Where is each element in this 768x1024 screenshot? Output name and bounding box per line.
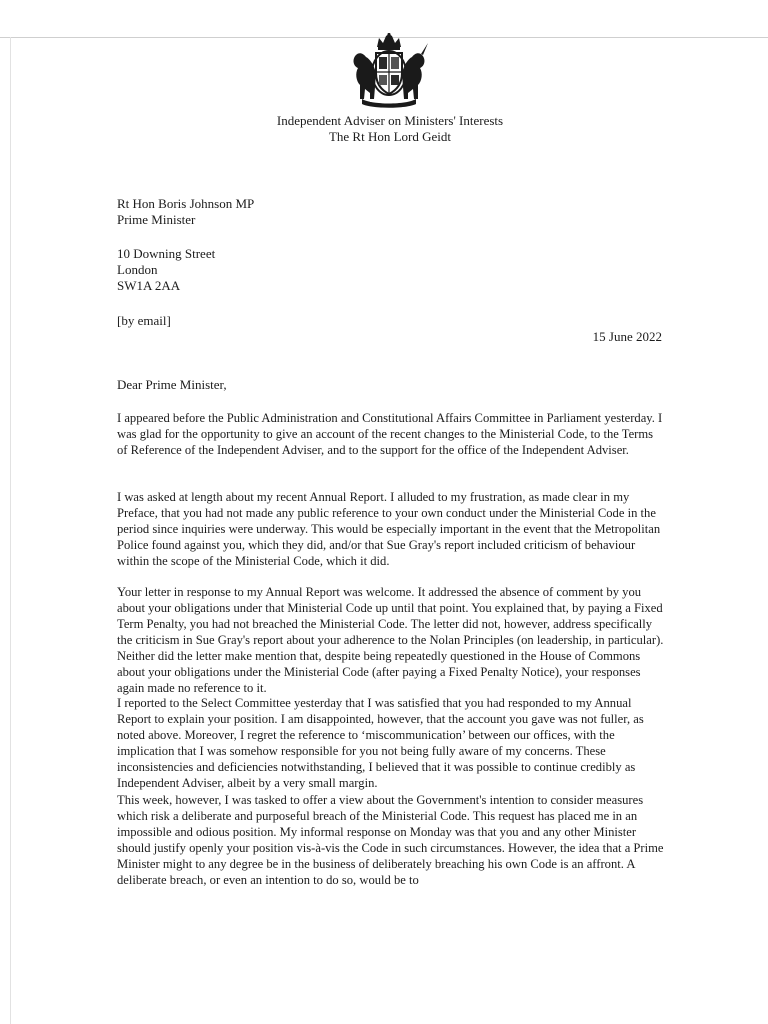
recipient-title: Prime Minister (117, 212, 196, 227)
letterhead (200, 113, 580, 145)
royal-coat-of-arms (348, 33, 430, 109)
salutation: Dear Prime Minister, (117, 377, 227, 392)
address-line: SW1A 2AA (117, 278, 181, 293)
page-left-edge (10, 37, 11, 1024)
address-line: London (117, 262, 158, 277)
letter-date: 15 June 2022 (592, 329, 662, 344)
body-paragraph-4: I reported to the Select Committee yesterday that I was satisfied that you had responded to my Annual Report to explain your position. I am disappointed, however, that the account you gave was not fuller, as noted above. Moreover, I regret the reference to ‘miscommunication’ between our offices, with the implication that I was somehow responsible for you not being fully aware of my concerns. These inconsistencies and deficiencies notwithstanding, I believed that it was possible to continue credibly as Independent Adviser, albeit by a very small margin. (117, 696, 644, 790)
shield-icon (376, 53, 402, 94)
motto-scroll-icon (362, 99, 416, 108)
crown-icon (377, 33, 401, 50)
delivery-note: [by email] (117, 313, 171, 328)
body-paragraph-3: Your letter in response to my Annual Report was welcome. It addressed the absence of comment by you about your obligations under that Ministerial Code up until that point. You explained that, by paying a Fixed Term Penalty, you had not breached the Ministerial Code. The letter did not, however, address specifically the criticism in Sue Gray's report about your adherence to the Nolan Principles (on leadership, in particular). Neither did the letter make mention that, despite being repeatedly questioned in the House of Commons about your obligations under the Ministerial Code (after paying a Fixed Penalty Notice), your responses again made no reference to it. (117, 585, 664, 695)
recipient-name: Rt Hon Boris Johnson MP (117, 196, 255, 211)
recipient-address (117, 246, 215, 294)
body-paragraph-5: This week, however, I was tasked to offer a view about the Government's intention to consider measures which risk a deliberate and purposeful breach of the Ministerial Code. This request has placed me in an impossible and odious position. My informal response on Monday was that you and any other Minister should justify openly your position vis-à-vis the Code in such circumstances. However, the idea that a Prime Minister might to any degree be in the business of deliberately breaching his own Code is an affront. A deliberate breach, or even an intention to do so, would be to (117, 793, 664, 887)
recipient-block (117, 196, 254, 228)
address-line: 10 Downing Street (117, 246, 216, 261)
body-paragraph-1: I appeared before the Public Administration and Constitutional Affairs Committee in Parliament yesterday. I was glad for the opportunity to give an account of the recent changes to the Ministerial Code, to the Terms of Reference of the Independent Adviser, and to the support for the office of the Independent Adviser. (117, 411, 663, 457)
letterhead-name: The Rt Hon Lord Geidt (328, 129, 452, 144)
body-paragraph-2: I was asked at length about my recent Annual Report. I alluded to my frustration, as made clear in my Preface, that you had not made any public reference to your own conduct under the Ministerial Code in the period since inquiries were underway. This would be especially important in the event that the Metropolitan Police found against you, which they did, and/or that Sue Gray's report included criticism of behaviour within the scope of the Ministerial Code, which it did. (117, 490, 661, 568)
letterhead-office: Independent Adviser on Ministers' Interests (276, 113, 504, 128)
